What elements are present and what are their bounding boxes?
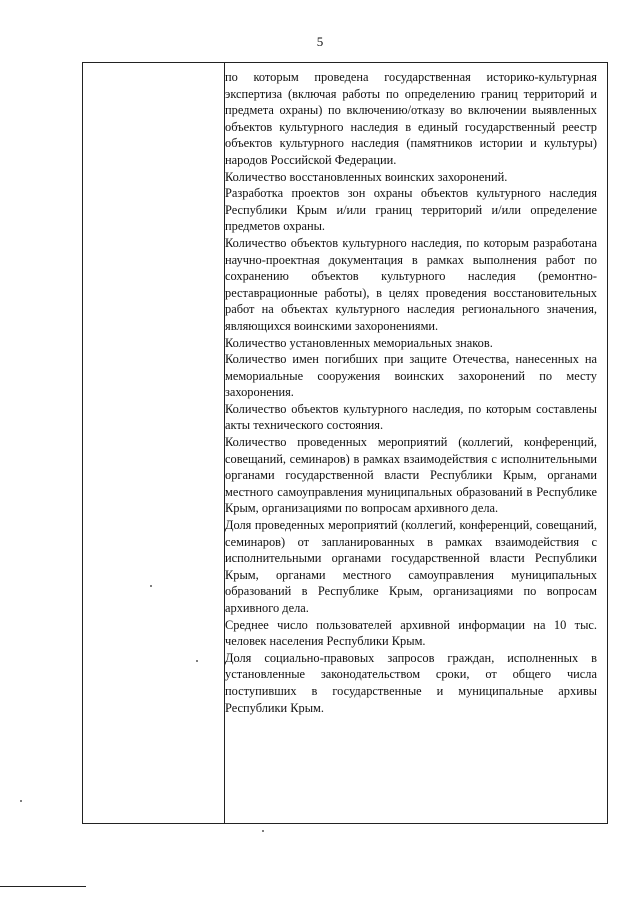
indicator-paragraph: Количество имен погибших при защите Отечества, нанесенных на мемориальные сооружения воинских захоронений по месту захоронения. [225, 352, 597, 400]
table-left-column [83, 63, 225, 823]
scan-speck [262, 830, 264, 832]
scan-speck [196, 660, 198, 662]
table-right-column [225, 69, 597, 716]
indicator-paragraph: Количество восстановленных воинских захоронений. [225, 169, 508, 184]
indicator-paragraph: Доля проведенных мероприятий (коллегий, конференций, совещаний, семинаров) от запланированных в рамках взаимодействия с исполнительными органами государственной власти Республики Крым, органами местного самоуправления муниципальных образований в Республике Крым, организациями по вопросам архивного дела. [225, 518, 597, 615]
indicator-paragraph: Количество объектов культурного наследия, по которым разработана научно-проектная документация в рамках выполнения работ по сохранению объектов культурного наследия (ремонтно-реставрационные работы), в целях проведения восстановительных работ на объектах культурного наследия регионального значения, являющихся воинскими захоронениями. [225, 235, 597, 333]
indicator-paragraph: Доля социально-правовых запросов граждан, исполненных в установленные законодательством сроки, от общего числа поступивших в государственные и муниципальные архивы Республики Крым. [225, 650, 597, 715]
scan-speck [150, 585, 152, 587]
indicator-paragraph: Разработка проектов зон охраны объектов культурного наследия Республики Крым и/или границ территорий и/или определение предметов охраны. [225, 186, 597, 234]
indicator-paragraph: Количество установленных мемориальных знаков. [225, 335, 493, 350]
footnote-separator [0, 886, 86, 887]
page-number: 5 [316, 34, 324, 49]
indicator-paragraph: Среднее число пользователей архивной информации на 10 тыс. человек населения Республики Крым. [225, 617, 597, 649]
indicator-paragraph: Количество объектов культурного наследия, по которым составлены акты технического состояния. [225, 401, 597, 433]
indicator-table [82, 62, 608, 824]
indicator-paragraph: по которым проведена государственная историко-культурная экспертиза (включая работы по определению границ территорий и предмета охраны) по включению/отказу во включении выявленных объектов культурного наследия в единый государственный реестр объектов культурного наследия (памятников истории и культуры) народов Российской Федерации. [225, 70, 597, 167]
indicator-paragraph: Количество проведенных мероприятий (коллегий, конференций, совещаний, семинаров) в рамках взаимодействия с исполнительными органами государственной власти Республики Крым, органами местного самоуправления муниципальных образований в Республике Крым, организациями по вопросам архивного дела. [225, 435, 597, 516]
scan-speck [20, 800, 22, 802]
